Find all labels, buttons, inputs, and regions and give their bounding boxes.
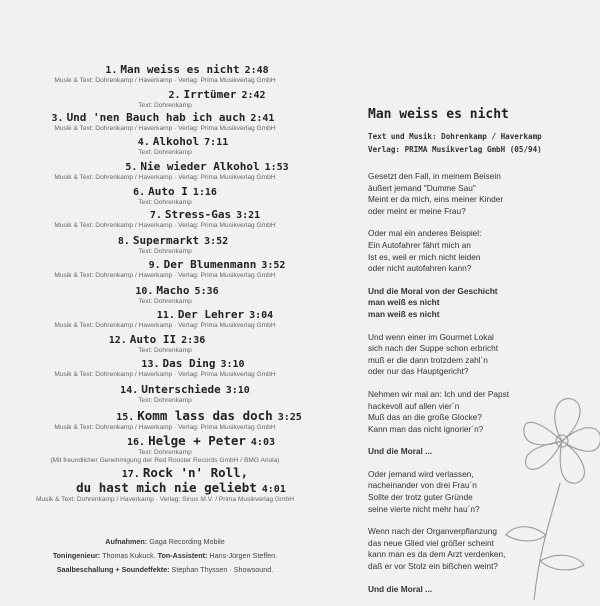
track-title-line [50, 308, 380, 322]
track-title-line [18, 135, 348, 149]
song-title: Man weiss es nicht [368, 107, 509, 122]
track-number: 1. [105, 65, 118, 76]
track-title: Macho [156, 284, 190, 297]
track-credit: Musik & Text: Dohrenkamp / Haverkamp · Verlag: Prima Musikverlag GmbH [54, 322, 276, 329]
track-credit: Text: Dohrenkamp [138, 298, 192, 305]
track-duration: 2:36 [181, 335, 206, 346]
lyrics-line: Nehmen wir mal an: Ich und der Papst [368, 388, 510, 399]
track-number: 15. [116, 412, 135, 423]
track-item [0, 466, 330, 504]
track-title: Der Lehrer [177, 308, 245, 321]
track-item [0, 333, 330, 355]
lyrics-line: oder meint er meine Frau? [368, 205, 466, 216]
track-duration: 3:10 [220, 359, 245, 370]
track-title-line [42, 160, 372, 174]
track-duration: 3:52 [261, 260, 286, 271]
lyrics-line: nacheinander von drei Frau´n [368, 480, 477, 491]
engineer-value: Thomas Kukuck. [102, 551, 156, 560]
track-title-line [52, 258, 382, 272]
track-title-line [44, 409, 374, 424]
track-item [0, 135, 330, 157]
lyrics-line: Und die Moral ... [368, 446, 433, 457]
track-title: Das Ding [162, 357, 216, 370]
track-number: 9. [148, 260, 161, 271]
track-credit: Musik & Text: Dohrenkamp / Haverkamp · Verlag: Sinus M.V. / Prima Musikverlag GmbH [36, 496, 294, 503]
track-title: Man weiss es nicht [120, 63, 240, 76]
sound-label: Saalbeschallung + Soundeffekte: [56, 565, 170, 574]
lyrics-line: Wenn nach der Organverpflanzung [368, 526, 497, 537]
lyrics-stanza [368, 228, 593, 274]
track-number: 17. [121, 469, 140, 480]
track-number: 11. [156, 310, 175, 321]
track-title: Auto I [148, 185, 188, 198]
track-credit-note: (Mit freundlicher Genehmigung der Red Rooster Records GmbH / BMG Ariola) [50, 457, 280, 464]
track-number: 3. [51, 113, 64, 124]
track-item [0, 284, 330, 306]
track-credit: Text: Dohrenkamp [138, 248, 192, 255]
track-credit: Text: Dohrenkamp [138, 397, 192, 404]
lyrics-line: Und wenn einer im Gourmet Lokal [368, 331, 494, 342]
track-title: Alkohol [152, 135, 200, 148]
track-title: Rock 'n' Roll, [142, 465, 249, 480]
track-duration: 3:25 [277, 412, 302, 423]
track-item [0, 185, 330, 207]
track-title: Supermarkt [132, 234, 200, 247]
track-duration: 3:10 [225, 385, 250, 396]
recording-value: Gaga Recording Mobile [149, 537, 225, 546]
lyrics-line: äußert jemand "Dumme Sau" [368, 182, 476, 193]
track-number: 8. [117, 236, 130, 247]
lyrics-line: hackevoll auf allen vier´n [368, 400, 460, 411]
track-number: 7. [149, 210, 162, 221]
track-title: Komm lass das doch [137, 408, 273, 423]
song-credits-publisher: Verlag: PRIMA Musikverlag GmbH (05/94) [368, 145, 542, 154]
track-credit: Text: Dohrenkamp [138, 449, 192, 456]
track-credit: Text: Dohrenkamp [138, 347, 192, 354]
track-item [0, 434, 330, 465]
track-title-line [28, 357, 358, 371]
track-title-line [10, 185, 340, 199]
track-duration: 2:41 [250, 113, 275, 124]
track-number: 5. [125, 162, 138, 173]
lyrics-line: man weiß es nicht [368, 297, 440, 308]
track-item [0, 409, 330, 432]
track-item [0, 357, 330, 379]
track-duration: 1:53 [264, 162, 289, 173]
lyrics-line: Ist es, weil er mich nicht leiden [368, 251, 481, 262]
track-number: 4. [137, 137, 150, 148]
track-title-continued: du hast mich nie geliebt [76, 480, 257, 495]
lyrics-line: Oder jemand wird verlassen, [368, 468, 474, 479]
track-title-line [20, 383, 350, 397]
lyrics-line: oder nicht autofahren kann? [368, 263, 472, 274]
lyrics-line: man weiß es nicht [368, 308, 440, 319]
track-title: Auto II [129, 333, 177, 346]
lyrics-line: Ein Autofahrer fährt mich an [368, 239, 471, 250]
engineer-label: Toningenieur: [52, 551, 101, 560]
track-credit: Text: Dohrenkamp [138, 199, 192, 206]
track-title: Irrtümer [183, 88, 237, 101]
track-duration: 1:16 [192, 187, 217, 198]
lyrics-line: Muß das an die große Glocke? [368, 412, 482, 423]
track-number: 16. [127, 437, 146, 448]
track-title-line [8, 234, 338, 248]
lyrics-line: Meint er da mich, eins meiner Kinder [368, 194, 504, 205]
track-item [0, 111, 330, 133]
track-number: 6. [133, 187, 146, 198]
track-credit: Musik & Text: Dohrenkamp / Haverkamp · Verlag: Prima Musikverlag GmbH [54, 272, 276, 279]
track-duration: 4:01 [261, 484, 286, 495]
track-title: Nie wieder Alkohol [140, 160, 260, 173]
track-duration: 2:42 [241, 90, 266, 101]
track-title-line [0, 111, 328, 125]
track-duration: 5:36 [194, 286, 219, 297]
lyrics-line: Sollte der trotz guter Gründe [368, 492, 473, 503]
lyrics-line: daß er vor Stolz ein bißchen weint? [368, 561, 499, 572]
track-duration: 3:04 [249, 310, 274, 321]
track-number: 14. [120, 385, 139, 396]
engineer-line [0, 549, 330, 563]
track-credit: Musik & Text: Dohrenkamp / Haverkamp · Verlag: Prima Musikverlag GmbH [54, 222, 276, 229]
recording-label: Aufnahmen: [105, 537, 148, 546]
lyrics-line: Und die Moral von der Geschicht [368, 285, 498, 296]
track-duration: 2:48 [244, 65, 269, 76]
track-duration: 7:11 [204, 137, 229, 148]
refrain-stanza [368, 286, 593, 321]
track-title-line [0, 333, 322, 347]
track-credit: Text: Dohrenkamp [138, 149, 192, 156]
track-item [0, 234, 330, 256]
track-item [0, 258, 330, 280]
lyrics-line: Gesetzt den Fall, in meinem Beisein [368, 171, 501, 181]
track-duration: 4:03 [250, 437, 275, 448]
lyrics-line: oder nur das Hauptgericht? [368, 366, 469, 377]
lyrics-line: kann man es da dem Arzt verdenken, [368, 549, 506, 560]
track-item [0, 88, 330, 110]
track-duration: 3:21 [236, 210, 261, 221]
track-item [0, 63, 330, 85]
track-credit: Musik & Text: Dohrenkamp / Haverkamp · Verlag: Prima Musikverlag GmbH [54, 174, 276, 181]
track-title-line [12, 284, 342, 298]
track-duration: 3:52 [204, 236, 229, 247]
track-title: Stress-Gas [164, 208, 232, 221]
track-title-line [40, 208, 370, 222]
track-credit: Musik & Text: Dohrenkamp / Haverkamp · Verlag: Prima Musikverlag GmbH [54, 371, 276, 378]
lyrics-line: sich nach der Suppe schon erbricht [368, 343, 499, 354]
assistant-value: Hans-Jürgen Steffen. [209, 551, 278, 560]
track-item [0, 208, 330, 230]
track-number: 12. [108, 335, 127, 346]
lyrics-line: muß er die dann trotzdem zahl´n [368, 354, 488, 365]
track-title: Helge + Peter [148, 433, 246, 448]
track-credit: Musik & Text: Dohrenkamp / Haverkamp · Verlag: Prima Musikverlag GmbH [54, 125, 276, 132]
track-credit: Text: Dohrenkamp [138, 102, 192, 109]
lyrics-line: Oder mal ein anderes Beispiel: [368, 228, 482, 239]
track-title-line [20, 466, 350, 481]
track-title: Unterschiede [141, 383, 221, 396]
flower-illustration [500, 385, 600, 600]
track-item [0, 160, 330, 182]
sound-line [0, 563, 330, 577]
track-title-line-2 [16, 481, 346, 496]
track-item [0, 308, 330, 330]
track-number: 2. [168, 90, 181, 101]
lyrics-stanza [368, 332, 593, 378]
song-credits-text: Text und Musik: Dohrenkamp / Haverkamp [368, 132, 542, 141]
lyrics-line: Und die Moral ... [368, 583, 433, 594]
lyrics-line: das neue Glied viel größer scheint [368, 537, 494, 548]
track-title: Der Blumenmann [163, 258, 257, 271]
track-item [0, 383, 330, 405]
track-title-line [36, 434, 366, 449]
lyrics-line: seine vierte nicht mehr hau´n? [368, 503, 480, 514]
lyrics-stanza [368, 171, 593, 217]
track-credit: Musik & Text: Dohrenkamp / Haverkamp · Verlag: Prima Musikverlag GmbH [54, 77, 276, 84]
sound-value: Stephan Thyssen · Showsound. [171, 565, 274, 574]
assistant-label: Ton-Assistent: [157, 551, 208, 560]
track-number: 13. [141, 359, 160, 370]
recording-line [0, 535, 330, 549]
track-title-line [52, 88, 382, 102]
production-credits [0, 535, 330, 577]
lyrics-line: Kann man das nicht ignorier´n? [368, 423, 484, 434]
track-number: 10. [135, 286, 154, 297]
track-credit: Musik & Text: Dohrenkamp / Haverkamp · Verlag: Prima Musikverlag GmbH [54, 424, 276, 431]
track-title: Und 'nen Bauch hab ich auch [66, 111, 246, 124]
track-title-line [22, 63, 352, 77]
